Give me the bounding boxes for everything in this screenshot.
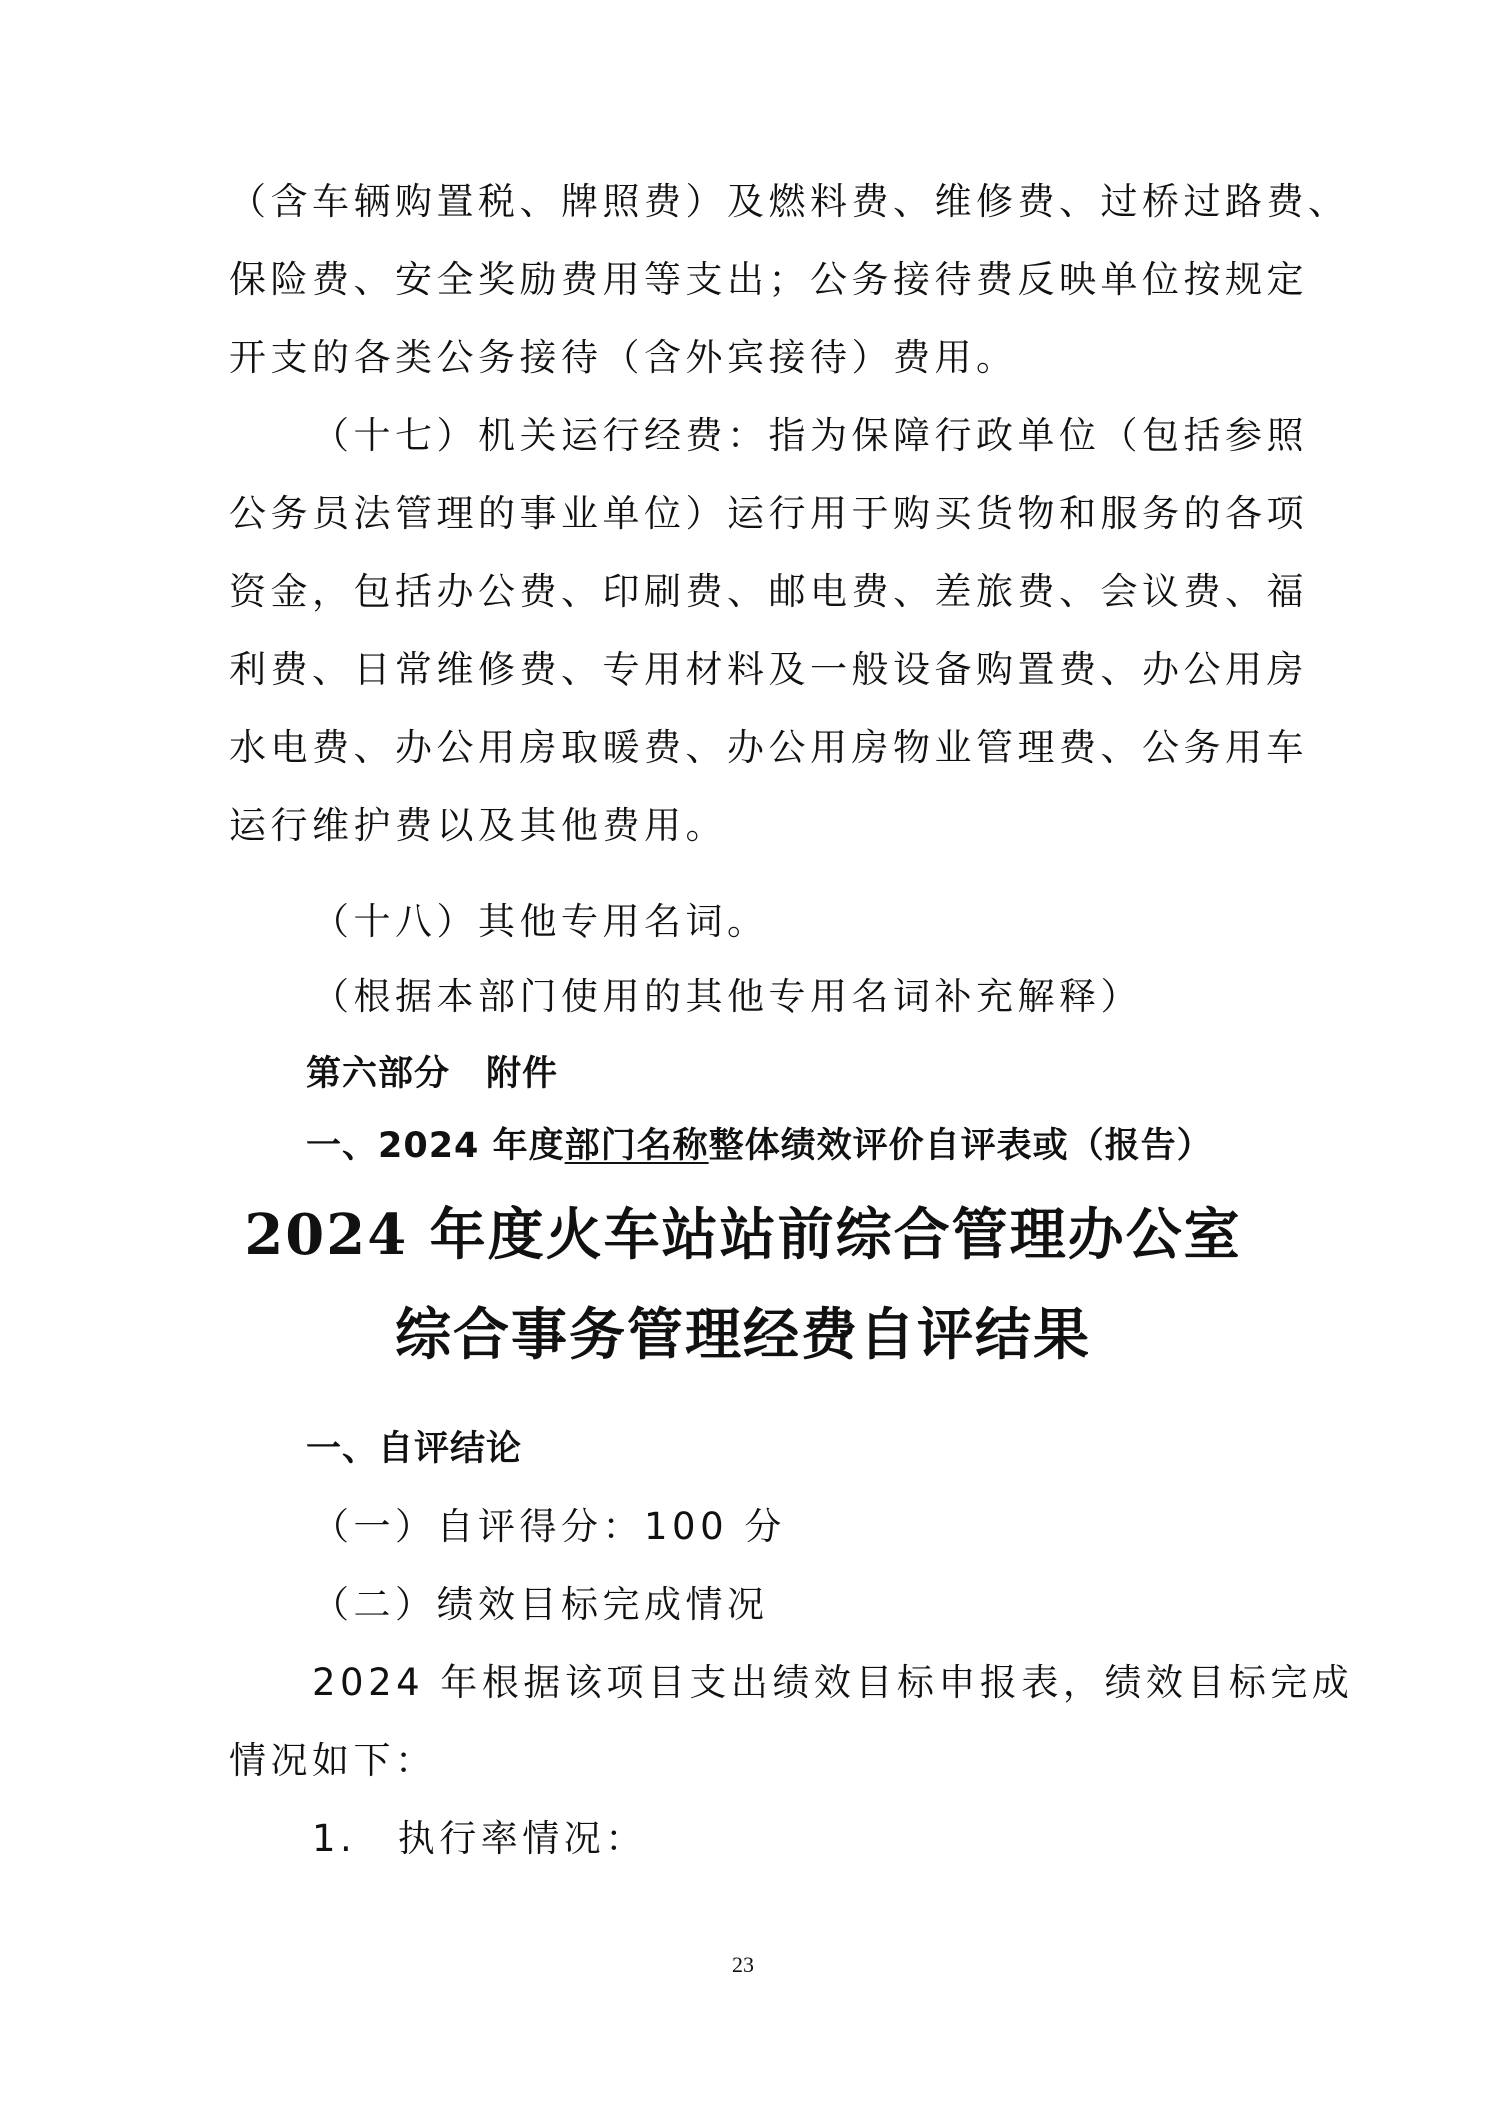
score-line: （一）自评得分：100 分 xyxy=(312,1505,786,1548)
section-heading: 第六部分 附件 xyxy=(306,1054,559,1094)
conclusion-heading: 一、自评结论 xyxy=(306,1429,523,1469)
paragraph-line: （十七）机关运行经费：指为保障行政单位（包括参照 xyxy=(312,414,1308,457)
annex-item-suffix: 整体绩效评价自评表或（报告） xyxy=(708,1126,1213,1166)
paragraph-line: （含车辆购置税、牌照费）及燃料费、维修费、过桥过路费、 xyxy=(229,180,1350,223)
annex-item-placeholder: 部门名称 xyxy=(564,1126,709,1166)
paragraph-line: 资金，包括办公费、印刷费、邮电费、差旅费、会议费、福 xyxy=(229,570,1308,613)
paragraph-line: 开支的各类公务接待（含外宾接待）费用。 xyxy=(229,336,1018,379)
paragraph-line: 利费、日常维修费、专用材料及一般设备购置费、办公用房 xyxy=(229,648,1308,691)
paragraph-line: （根据本部门使用的其他专用名词补充解释） xyxy=(312,975,1142,1018)
report-title-line-1: 2024 年度火车站站前综合管理办公室 xyxy=(244,1202,1242,1268)
paragraph-line: 水电费、办公用房取暖费、办公用房物业管理费、公务用车 xyxy=(229,726,1308,769)
paragraph-line: （十八）其他专用名词。 xyxy=(312,900,769,943)
paragraph-line: 运行维护费以及其他费用。 xyxy=(229,804,727,847)
annex-item-prefix: 一、2024 年度 xyxy=(306,1126,565,1166)
goal-heading: （二）绩效目标完成情况 xyxy=(312,1583,769,1626)
page-number: 23 xyxy=(732,1952,754,1977)
list-item: 1. 执行率情况： xyxy=(312,1817,647,1860)
paragraph-line: 保险费、安全奖励费用等支出；公务接待费反映单位按规定 xyxy=(229,258,1308,301)
annex-item xyxy=(306,1121,1486,1171)
report-title-line-2: 综合事务管理经费自评结果 xyxy=(395,1302,1091,1368)
paragraph-line: 公务员法管理的事业单位）运行用于购买货物和服务的各项 xyxy=(229,492,1308,535)
paragraph-line: 2024 年根据该项目支出绩效目标申报表，绩效目标完成 xyxy=(312,1661,1354,1704)
paragraph-line: 情况如下： xyxy=(229,1739,437,1782)
